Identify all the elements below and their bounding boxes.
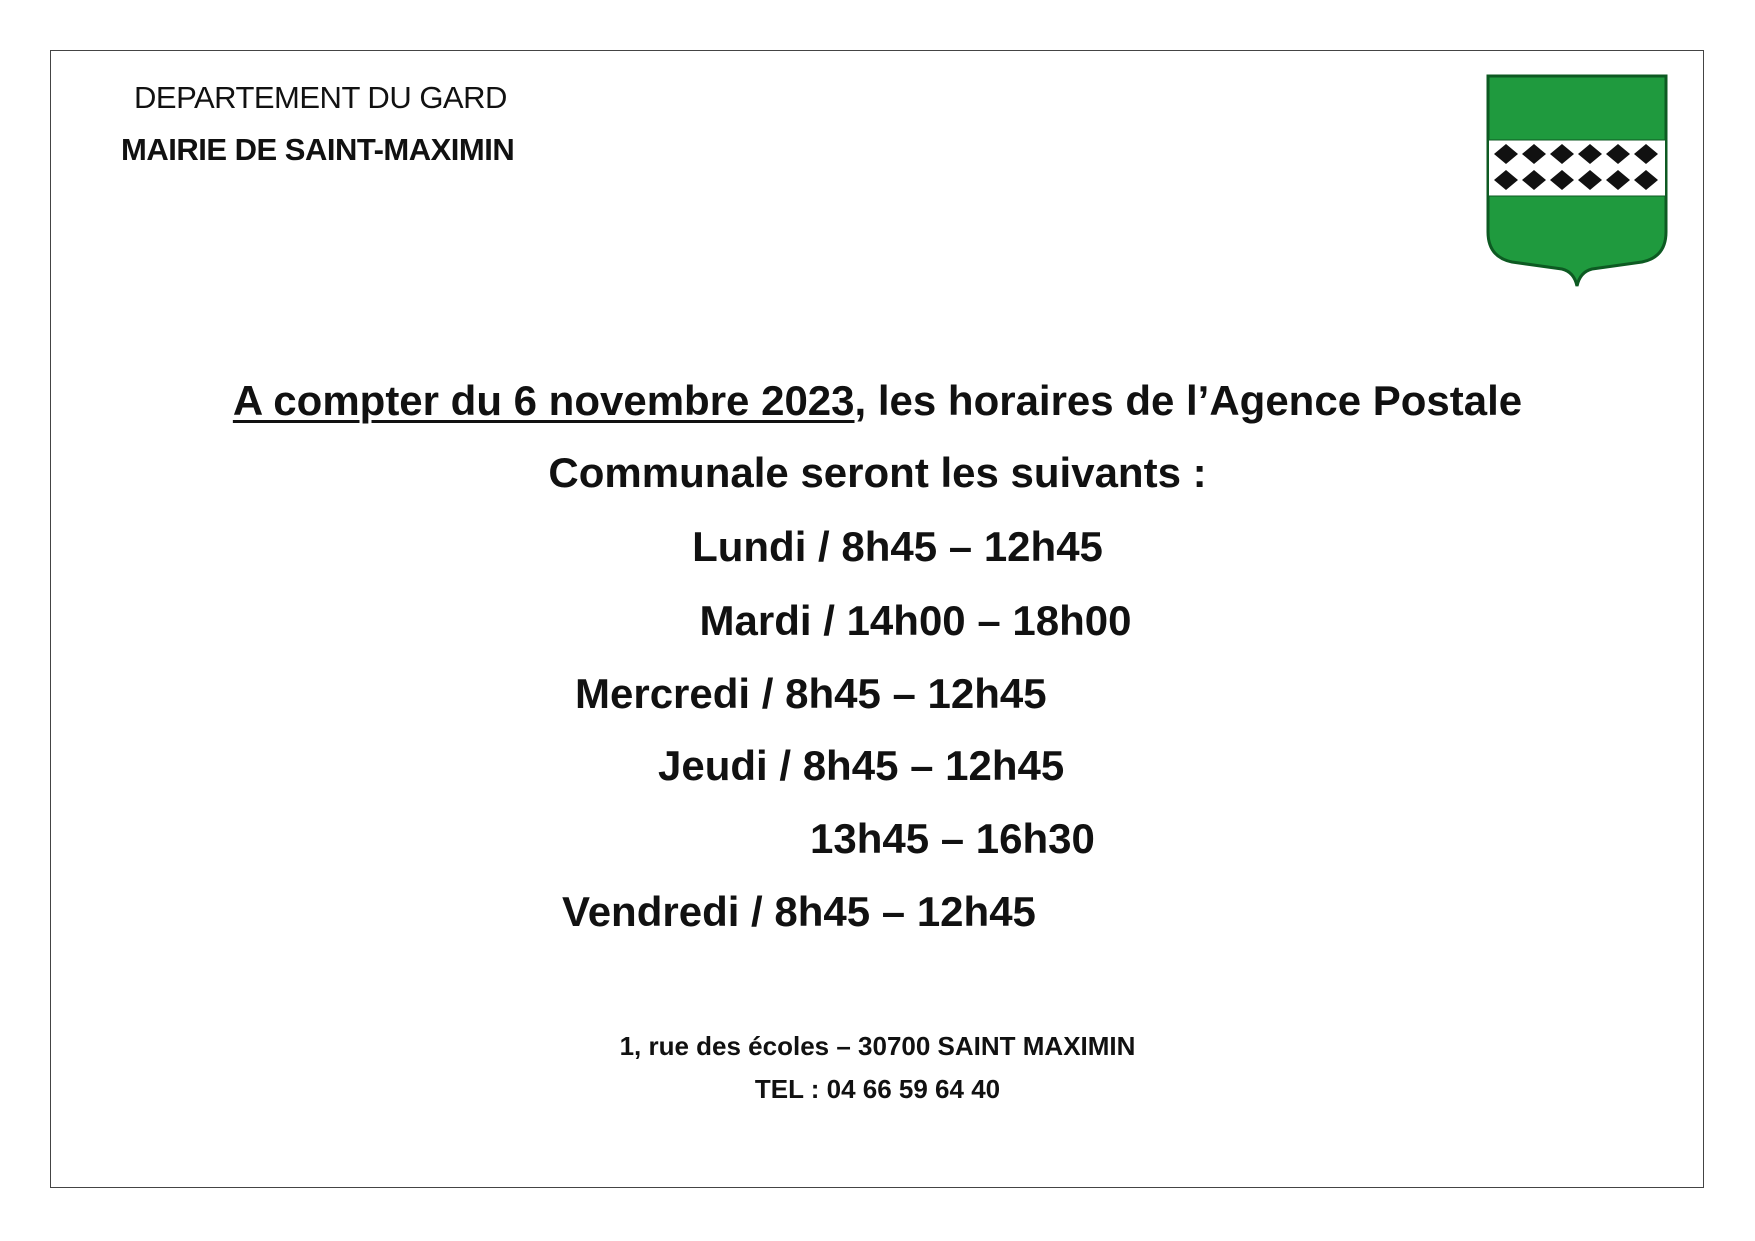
footer-address: 1, rue des écoles – 30700 SAINT MAXIMIN [619,1031,1136,1061]
schedule-thursday-afternoon: 13h45 – 16h30 [810,815,1095,862]
schedule-thursday: Jeudi / 8h45 – 12h45 [658,742,1065,789]
mairie-label: MAIRIE DE SAINT-MAXIMIN [121,132,515,167]
notice-date: A compter du 6 novembre 2023 [232,377,855,424]
notice-intro-line-2: Communale seront les suivants : [548,449,1207,496]
schedule-friday: Vendredi / 8h45 – 12h45 [562,888,1036,935]
schedule-tuesday: Mardi / 14h00 – 18h00 [699,597,1132,644]
notice-intro-rest: , les horaires de l’Agence Postale [854,377,1523,424]
schedule-wednesday: Mercredi / 8h45 – 12h45 [575,670,1047,717]
notice-intro-line-1 [0,377,1755,424]
coat-of-arms-icon [1484,72,1670,292]
department-label: DEPARTEMENT DU GARD [134,80,507,115]
schedule-monday: Lundi / 8h45 – 12h45 [692,523,1103,570]
footer-phone: TEL : 04 66 59 64 40 [754,1074,1001,1104]
